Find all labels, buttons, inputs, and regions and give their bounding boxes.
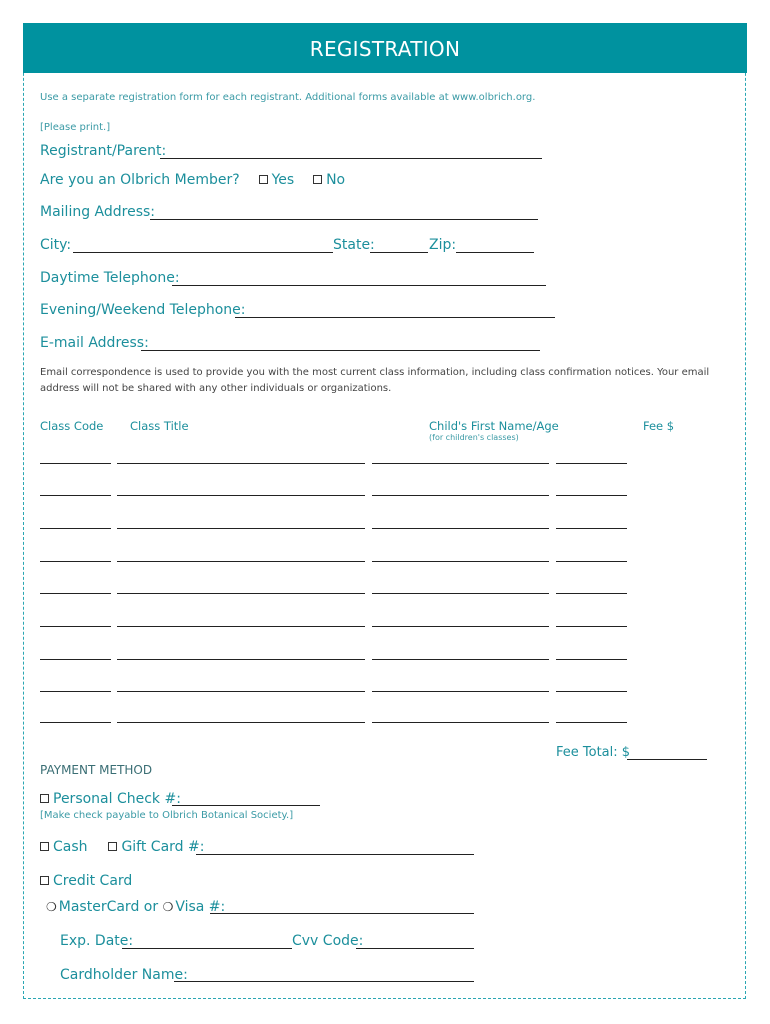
city-field[interactable] xyxy=(73,252,333,253)
fee-field[interactable] xyxy=(556,722,627,723)
member-question-label: Are you an Olbrich Member? xyxy=(40,172,240,188)
credit-card-label: Credit Card xyxy=(53,873,133,889)
personal-check-label: Personal Check #: xyxy=(53,791,181,807)
class-title-field[interactable] xyxy=(117,626,365,627)
credit-card-row xyxy=(40,873,132,889)
fee-field[interactable] xyxy=(556,659,627,660)
col-fee: Fee $ xyxy=(643,419,675,433)
exp-date-field[interactable] xyxy=(122,948,292,949)
cash-checkbox[interactable] xyxy=(40,842,49,851)
fee-total-field[interactable] xyxy=(627,759,707,760)
personal-check-row xyxy=(40,791,181,807)
class-code-field[interactable] xyxy=(40,722,111,723)
class-code-field[interactable] xyxy=(40,463,111,464)
class-code-field[interactable] xyxy=(40,495,111,496)
fee-field[interactable] xyxy=(556,593,627,594)
exp-date-label: Exp. Date: xyxy=(60,933,134,949)
email-label: E-mail Address: xyxy=(40,335,149,351)
cash-label: Cash xyxy=(53,839,88,855)
fee-field[interactable] xyxy=(556,691,627,692)
class-title-field[interactable] xyxy=(117,463,365,464)
cvv-field[interactable] xyxy=(356,948,474,949)
cash-giftcard-row xyxy=(40,839,204,855)
visa-label: Visa #: xyxy=(175,899,226,915)
cardholder-label: Cardholder Name: xyxy=(60,967,188,983)
child-name-field[interactable] xyxy=(372,626,549,627)
class-title-field[interactable] xyxy=(117,659,365,660)
fee-field[interactable] xyxy=(556,626,627,627)
mastercard-radio[interactable]: ❍ xyxy=(46,900,57,914)
class-title-field[interactable] xyxy=(117,691,365,692)
check-payable-note: [Make check payable to Olbrich Botanical Society.] xyxy=(40,810,294,821)
gift-card-checkbox[interactable] xyxy=(108,842,117,851)
registrant-label: Registrant/Parent: xyxy=(40,143,167,159)
fee-field[interactable] xyxy=(556,463,627,464)
member-no-checkbox[interactable] xyxy=(313,175,322,184)
class-code-field[interactable] xyxy=(40,659,111,660)
member-yes-checkbox[interactable] xyxy=(259,175,268,184)
mailing-address-field[interactable] xyxy=(150,219,538,220)
personal-check-field[interactable] xyxy=(172,805,320,806)
member-question xyxy=(40,172,345,188)
child-name-field[interactable] xyxy=(372,561,549,562)
class-code-field[interactable] xyxy=(40,528,111,529)
cardholder-field[interactable] xyxy=(174,981,474,982)
col-class-title: Class Title xyxy=(130,419,189,433)
child-name-field[interactable] xyxy=(372,659,549,660)
cvv-label: Cvv Code: xyxy=(292,933,364,949)
card-number-field[interactable] xyxy=(210,913,474,914)
col-child-name: Child's First Name/Age xyxy=(429,419,559,433)
payment-heading: PAYMENT METHOD xyxy=(40,763,153,777)
child-name-field[interactable] xyxy=(372,691,549,692)
class-title-field[interactable] xyxy=(117,495,365,496)
mastercard-label: MasterCard or xyxy=(58,899,159,915)
child-name-field[interactable] xyxy=(372,495,549,496)
personal-check-checkbox[interactable] xyxy=(40,794,49,803)
email-field[interactable] xyxy=(141,350,540,351)
child-name-field[interactable] xyxy=(372,528,549,529)
state-field[interactable] xyxy=(370,252,428,253)
credit-card-checkbox[interactable] xyxy=(40,876,49,885)
mailing-address-label: Mailing Address: xyxy=(40,204,156,220)
zip-field[interactable] xyxy=(456,252,534,253)
class-title-field[interactable] xyxy=(117,722,365,723)
fee-total-label: Fee Total: $ xyxy=(556,745,631,760)
col-child-subnote: (for children's classes) xyxy=(429,433,519,442)
daytime-phone-label: Daytime Telephone: xyxy=(40,270,180,286)
class-title-field[interactable] xyxy=(117,528,365,529)
city-label: City: xyxy=(40,237,72,253)
registrant-field[interactable] xyxy=(160,158,542,159)
daytime-phone-field[interactable] xyxy=(172,285,546,286)
class-title-field[interactable] xyxy=(117,593,365,594)
evening-phone-field[interactable] xyxy=(235,317,555,318)
member-yes-label: Yes xyxy=(271,172,295,188)
class-code-field[interactable] xyxy=(40,626,111,627)
instructions-text: Use a separate registration form for each registrant. Additional forms available at www.olbrich.org. xyxy=(40,92,536,103)
form-title: REGISTRATION xyxy=(309,37,461,61)
gift-card-label: Gift Card #: xyxy=(121,839,205,855)
please-print-text: [Please print.] xyxy=(40,122,111,133)
child-name-field[interactable] xyxy=(372,722,549,723)
form-header xyxy=(23,23,747,73)
child-name-field[interactable] xyxy=(372,593,549,594)
class-code-field[interactable] xyxy=(40,593,111,594)
fee-field[interactable] xyxy=(556,495,627,496)
col-class-code: Class Code xyxy=(40,419,104,433)
state-label: State: xyxy=(333,237,375,253)
fee-field[interactable] xyxy=(556,561,627,562)
card-type-row xyxy=(46,899,225,915)
visa-radio[interactable]: ❍ xyxy=(162,900,174,914)
email-note: Email correspondence is used to provide you with the most current class information, including class confirmation notices. Your email address will not be shared with any other individuals or organizations. xyxy=(40,367,710,394)
gift-card-field[interactable] xyxy=(196,854,474,855)
child-name-field[interactable] xyxy=(372,463,549,464)
class-code-field[interactable] xyxy=(40,561,111,562)
zip-label: Zip: xyxy=(429,237,457,253)
class-title-field[interactable] xyxy=(117,561,365,562)
member-no-label: No xyxy=(326,172,346,188)
evening-phone-label: Evening/Weekend Telephone: xyxy=(40,302,246,318)
fee-field[interactable] xyxy=(556,528,627,529)
class-code-field[interactable] xyxy=(40,691,111,692)
